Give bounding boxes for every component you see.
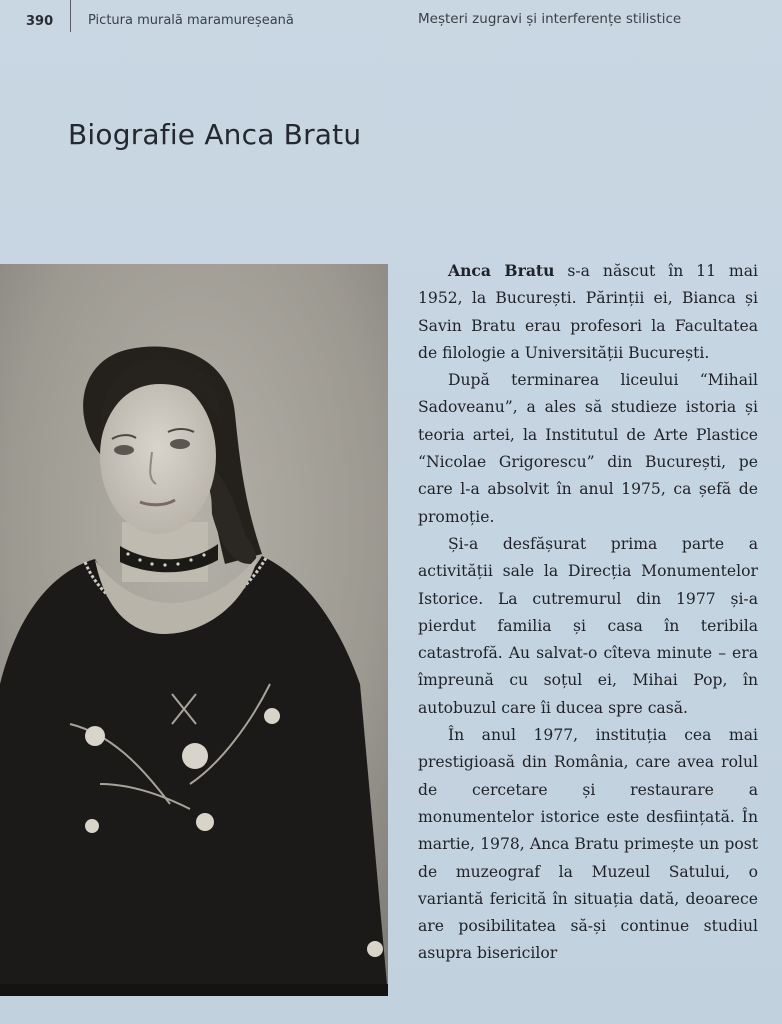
header-divider [70,0,71,32]
portrait-illustration [0,264,388,996]
biography-text [418,257,758,968]
page-header [0,0,782,44]
subject-name: Anca Bratu [448,261,555,280]
paragraph-3: Și-a desfășurat prima parte a activității sale la Direcția Monumentelor Istorice. La cutremurul din 1977 și-a pierdut familia și casa în teribila catastrofă. Au salvat-o cîteva minute – era împreună cu soțul ei, Mihai Pop, în autobuzul care îi ducea spre casă. [418,534,758,717]
paragraph-2: După terminarea liceului “Mihail Sadoveanu”, a ales să studieze istoria și teoria artei, la Institutul de Arte Plastice “Nicolae Grigorescu” din București, pe care l-a absolvit în anul 1975, ca șefă de promoție. [418,371,758,526]
running-title-right: Meșteri zugravi și interferențe stilistice [418,11,682,27]
paragraph-1 [418,257,758,367]
running-title-left: Pictura murală maramureșeană [88,13,294,28]
paragraph-4: În anul 1977, instituția cea mai prestigioasă din România, care avea rolul de cercetare și restaurare a monumentelor istorice este desființată. În martie, 1978, Anca Bratu primește un post de muzeograf la Muzeul Satului, o variantă fericită în situația dată, deoarece are posibilitatea să-și continue studiul asupra bisericilor [418,726,758,963]
portrait-photo [0,264,388,996]
page-number: 390 [26,14,54,29]
paragraph-1-text: s-a născut în 11 mai 1952, la București. Părinții ei, Bianca și Savin Bratu erau profesori la Facultatea de filologie a Universității București. [418,262,758,362]
chapter-title: Biografie Anca Bratu [68,118,362,151]
